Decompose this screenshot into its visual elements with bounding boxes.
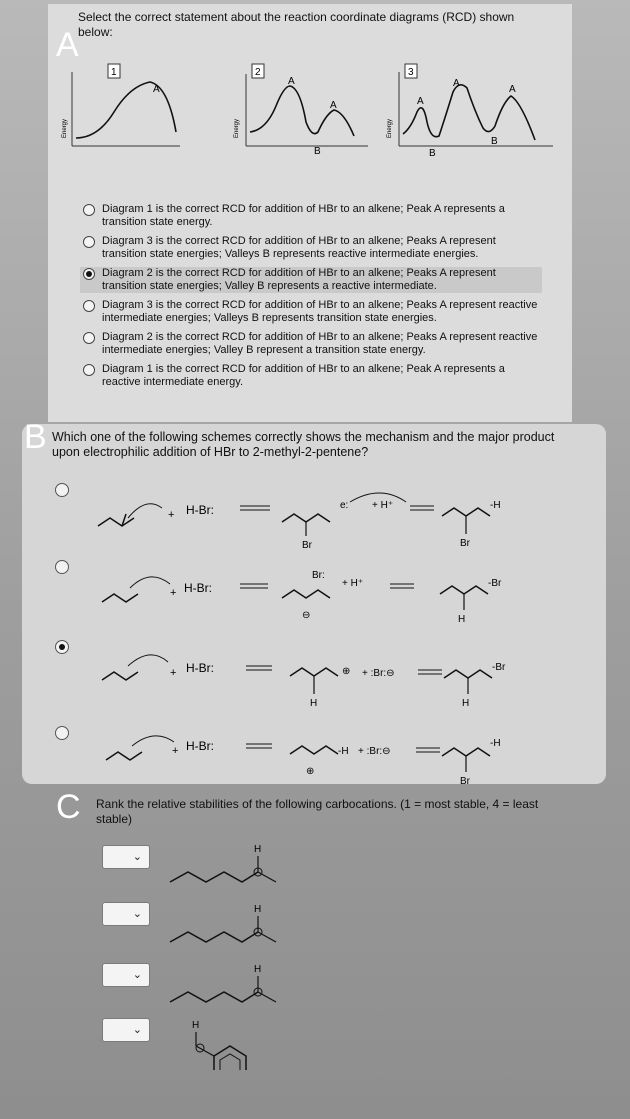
diagram-3-number: 3: [408, 67, 414, 78]
rcd-diagram-1: [58, 62, 188, 182]
reagent-hbr: H-Br:: [186, 661, 214, 675]
diagram-2-peak-a2: A: [330, 100, 337, 111]
scheme-3-product-h: H: [462, 698, 470, 709]
question-a-options: [80, 203, 542, 395]
diagram-1-number: 1: [111, 67, 117, 78]
radio-button[interactable]: [83, 236, 95, 248]
carbocation-1-h: H: [254, 844, 262, 855]
carbocation-1: [160, 838, 300, 898]
option-label: Diagram 2 is the correct RCD for addition of HBr to an alkene; Peaks A represent transition state energies; Valley B represents a reactive intermediate.: [102, 267, 496, 292]
scheme-3: [50, 636, 570, 716]
scheme-2-hplus: + H⁺: [342, 578, 364, 589]
radio-button[interactable]: [83, 332, 95, 344]
scheme-3-bromide: + :Br:⊖: [362, 668, 395, 679]
scheme-1-charge: e:: [340, 500, 349, 511]
option-a-6[interactable]: [80, 363, 542, 389]
option-a-1[interactable]: [80, 203, 542, 229]
scheme-4-charge: ⊕: [306, 766, 315, 777]
diagram-3-peak-a1: A: [417, 96, 424, 107]
diagram-1-curve: [76, 82, 176, 138]
carbocation-3: [160, 958, 300, 1018]
chevron-down-icon: ⌄: [132, 969, 142, 981]
diagram-1-axis-label: Energy: [62, 118, 68, 138]
carbocation-2: [160, 898, 300, 958]
scheme-1-h: -H: [490, 500, 501, 511]
scheme-3-product-br: -Br: [492, 662, 506, 673]
scheme-2-h: H: [458, 614, 466, 625]
scheme-3-h: H: [310, 698, 318, 709]
chevron-down-icon: ⌄: [132, 851, 142, 863]
scheme-2-product-br: -Br: [488, 578, 502, 589]
diagram-3-peak-a2: A: [453, 78, 460, 89]
plus-sign: +: [172, 745, 179, 757]
question-c-text: Rank the relative stabilities of the following carbocations. (1 = most stable, 4 = least stable): [96, 797, 539, 826]
section-letter-a: A: [56, 26, 79, 64]
plus-sign: +: [170, 587, 177, 599]
option-a-5[interactable]: [80, 331, 542, 357]
option-label: Diagram 3 is the correct RCD for addition of HBr to an alkene; Peaks A represent reactive intermediate energies; Valleys B represents transition state energies.: [102, 299, 538, 324]
rank-select-4[interactable]: [102, 1018, 150, 1042]
diagram-2-peak-a: A: [288, 76, 295, 87]
diagram-3-valley-b1: B: [429, 148, 436, 159]
option-a-4[interactable]: [80, 299, 542, 325]
rank-select-3[interactable]: [102, 963, 150, 987]
radio-button[interactable]: [83, 364, 95, 376]
scheme-4-bromide: + :Br:⊖: [358, 746, 391, 757]
section-letter-b: B: [24, 418, 47, 456]
option-label: Diagram 3 is the correct RCD for addition of HBr to an alkene; Peaks A represent transition state energies; Valleys B represents reactive intermediate energies.: [102, 235, 496, 260]
scheme-4-product-h: -H: [490, 738, 501, 749]
option-a-2[interactable]: [80, 235, 542, 261]
option-a-3[interactable]: [80, 267, 542, 293]
plus-sign: +: [168, 509, 175, 521]
diagram-2-curve: [250, 86, 354, 136]
scheme-4-product-br: Br: [460, 776, 470, 787]
diagram-3-valley-b2: B: [491, 136, 498, 147]
scheme-1-hplus: + H⁺: [372, 500, 394, 511]
option-label: Diagram 2 is the correct RCD for addition of HBr to an alkene; Peaks A represent reactive intermediate energies; Valley B represent a transition state energy.: [102, 331, 538, 356]
scheme-2: [50, 558, 570, 638]
rank-select-1[interactable]: [102, 845, 150, 869]
diagram-1-peak-a: A: [153, 84, 160, 95]
chevron-down-icon: ⌄: [132, 1024, 142, 1036]
diagram-2-valley-b: B: [314, 146, 321, 157]
scheme-2-charge: ⊖: [302, 610, 311, 621]
carbocation-3-h: H: [254, 964, 262, 975]
rcd-diagram-3: [363, 62, 558, 182]
scheme-1: [50, 478, 570, 558]
option-label: Diagram 1 is the correct RCD for addition of HBr to an alkene; Peak A represents a reactive intermediate energy.: [102, 363, 505, 388]
radio-button-selected[interactable]: [83, 268, 95, 280]
rank-select-2[interactable]: [102, 902, 150, 926]
question-b-text: Which one of the following schemes correctly shows the mechanism and the major product upon electrophilic addition of HBr to 2-methyl-2-pentene?: [52, 430, 555, 459]
scheme-1-product-br: Br: [460, 538, 470, 549]
diagram-2-number: 2: [255, 67, 261, 78]
reagent-hbr: H-Br:: [184, 581, 212, 595]
carbocation-4: [160, 1010, 300, 1070]
reagent-hbr: H-Br:: [186, 739, 214, 753]
diagram-3-axis-label: Energy: [387, 118, 393, 138]
reagent-hbr: H-Br:: [186, 503, 214, 517]
question-a-text: Select the correct statement about the reaction coordinate diagrams (RCD) shown below:: [78, 10, 515, 39]
chevron-down-icon: ⌄: [132, 908, 142, 920]
scheme-4-h: -H: [338, 746, 349, 757]
carbocation-2-h: H: [254, 904, 262, 915]
diagram-3-peak-a3: A: [509, 84, 516, 95]
rcd-diagrams: [58, 62, 558, 182]
scheme-2-br: Br:: [312, 570, 325, 581]
carbocation-4-h: H: [192, 1020, 200, 1031]
scheme-3-charge: ⊕: [342, 666, 351, 677]
rcd-diagram-2: [218, 62, 378, 182]
radio-button[interactable]: [83, 300, 95, 312]
option-label: Diagram 1 is the correct RCD for addition of HBr to an alkene; Peak A represents a transition state energy.: [102, 203, 505, 228]
scheme-1-br: Br: [302, 540, 312, 551]
scheme-4: [50, 716, 570, 796]
plus-sign: +: [170, 667, 177, 679]
diagram-2-axis-label: Energy: [234, 118, 240, 138]
radio-button[interactable]: [83, 204, 95, 216]
section-letter-c: C: [56, 788, 81, 826]
